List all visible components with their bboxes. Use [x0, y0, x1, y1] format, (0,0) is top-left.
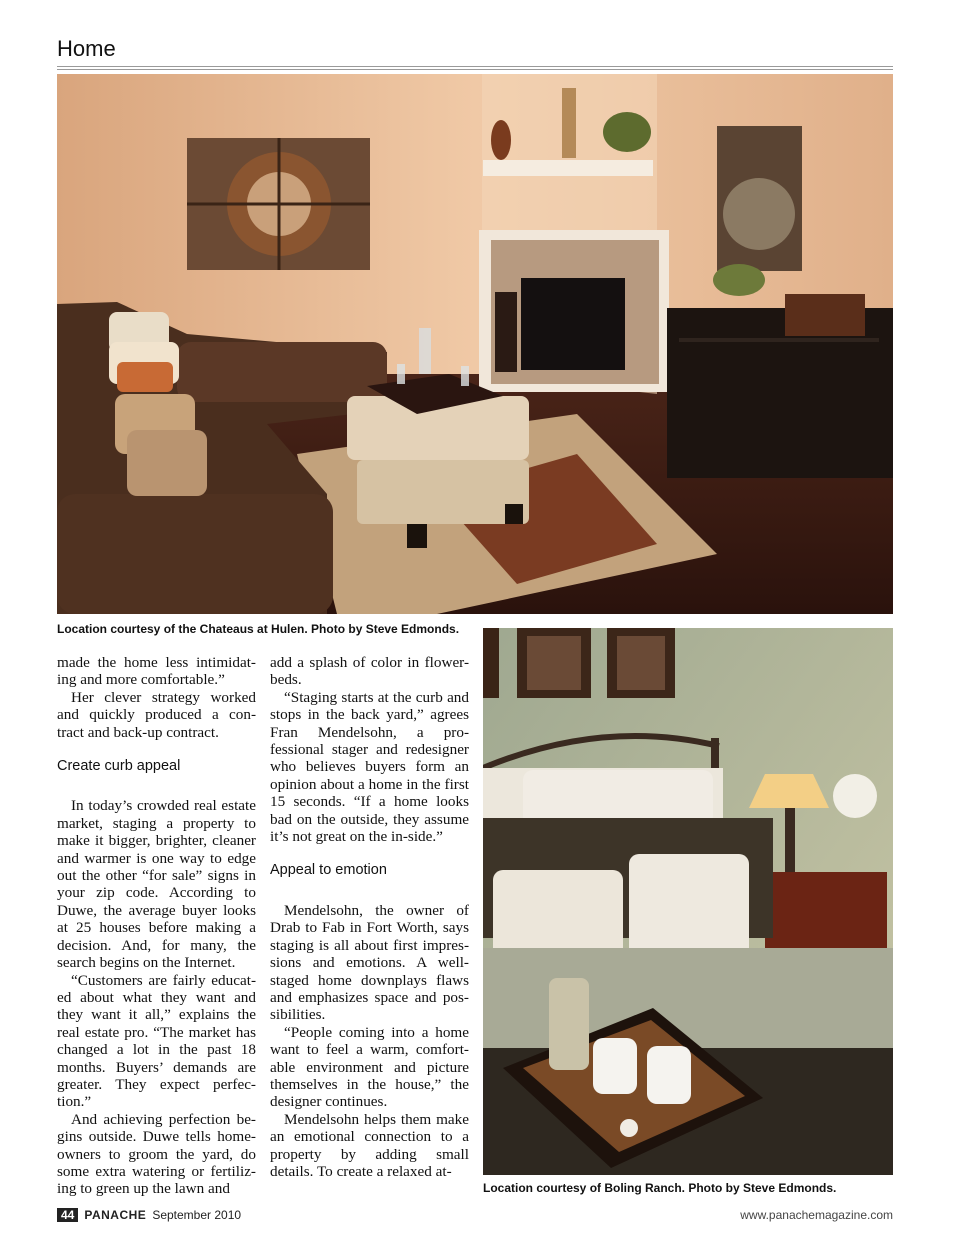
- bottom-photo-caption: Location courtesy of Boling Ranch. Photo by Steve Edmonds.: [483, 1181, 837, 1195]
- subheading-curb-appeal: Create curb appeal: [57, 758, 181, 775]
- paragraph: And achieving perfection be-gins outside. Duwe tells home-owners to groom the yard, do some extra watering or fertiliz-ing to green up the lawn and: [57, 1110, 256, 1198]
- section-title: Home: [57, 36, 116, 61]
- bedroom-photo: [483, 628, 893, 1175]
- header-rule: [57, 66, 893, 70]
- paragraph: made the home less intimidat-ing and more comfortable.”: [57, 654, 256, 689]
- magazine-url: www.panachemagazine.com: [740, 1208, 893, 1222]
- article-column-1: [57, 654, 256, 1198]
- magazine-name: PANACHE: [84, 1208, 147, 1222]
- paragraph: “Staging starts at the curb and stops in the back yard,” agrees Fran Mendelsohn, a pro-fessional stager and redesigner who believes buyers form an opinion about a home in the first 15 seconds. “If a home looks bad on the outside, they assume it’s not great on the in-side.”: [270, 688, 469, 846]
- living-room-photo: [57, 74, 893, 614]
- paragraph: Mendelsohn helps them make an emotional connection to a property by adding small details. To create a relaxed at-: [270, 1110, 469, 1180]
- issue-date: September 2010: [152, 1208, 242, 1222]
- article-column-2: [270, 654, 469, 1180]
- paragraph: add a splash of color in flower-beds.: [270, 654, 469, 689]
- page-footer: [57, 1208, 241, 1222]
- paragraph: Mendelsohn, the owner of Drab to Fab in Fort Worth, says staging is all about first impres-sions and emotions. A well-staged home downplays flaws and emphasizes space and pos-sibilities.: [270, 901, 469, 1024]
- paragraph: “Customers are fairly educat-ed about what they want and they want it all,” explains the real estate pro. “The market has changed a lot in the past 18 months. Buyers’ demands are greater. They expect perfec-tion.”: [57, 971, 256, 1111]
- top-photo-caption: Location courtesy of the Chateaus at Hulen. Photo by Steve Edmonds.: [57, 622, 460, 636]
- page-number: 44: [57, 1208, 78, 1222]
- paragraph: In today’s crowded real estate market, staging a property to make it bigger, brighter, cleaner and warmer is one way to edge out the other “for sale” signs in your zip code. According to Duwe, the average buyer looks at 25 houses before making a decision. And, for many, the search begins on the Internet.: [57, 797, 256, 972]
- subheading-appeal-to-emotion: Appeal to emotion: [270, 862, 387, 879]
- paragraph: Her clever strategy worked and quickly produced a con-tract and back-up contract.: [57, 688, 256, 741]
- paragraph: “People coming into a home want to feel a warm, comfort-able environment and picture themselves in the house,” the designer continues.: [270, 1023, 469, 1111]
